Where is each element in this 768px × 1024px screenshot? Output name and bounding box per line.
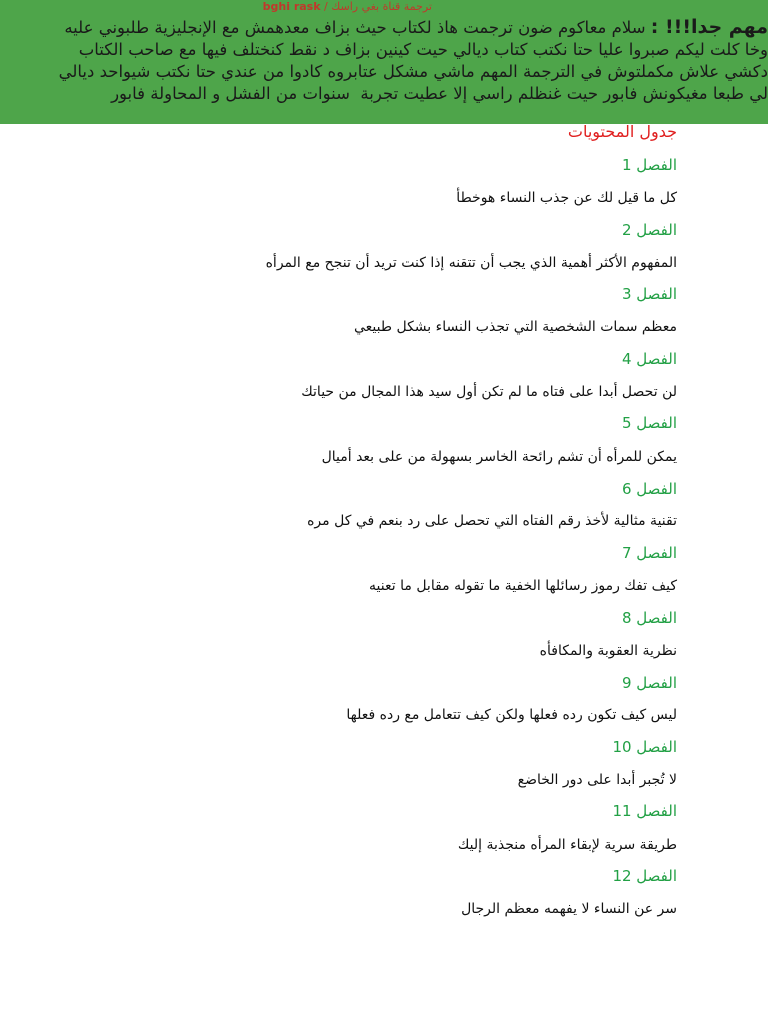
chapter-label: الفصل 12 [612, 867, 677, 885]
notice-line-2: وخا كلت ليكم صبروا عليا حتا نكتب كتاب ديالي حيت كينين بزاف د نقط كنختلف فيها مع صاحب الكتاب [78, 40, 768, 59]
notice-line-4: لي طبعا مغيكونش فابور حيت غنظلم راسي إلا عطيت تجربة سنوات من الفشل و المحاولة فابور [111, 84, 768, 103]
chapter-title: تقنية مثالية لأخذ رقم الفتاه التي تحصل على رد بنعم في كل مره [307, 513, 677, 529]
chapter-label: الفصل 11 [612, 802, 677, 820]
chapter-title: المفهوم الأكثر أهمية الذي يجب أن تتقنه إذا كنت تريد أن تنجح مع المرأه [265, 255, 677, 271]
chapter-label: الفصل 6 [621, 480, 677, 498]
chapter-title: كل ما قيل لك عن جذب النساء هوخطأ [456, 190, 677, 206]
notice-lead: مهم جدا!!! : [650, 16, 768, 38]
chapter-label: الفصل 2 [621, 221, 677, 239]
chapter-label: الفصل 10 [612, 738, 677, 756]
notice-line-1: سلام معاكوم ضون ترجمت هاذ لكتاب حيث بزاف معدهمش مع الإنجليزية طلبوني عليه [64, 18, 646, 37]
chapter-title: لا تُجبر أبدا على دور الخاضع [517, 772, 677, 788]
chapter-label: الفصل 1 [621, 156, 677, 174]
channel-credit [263, 0, 432, 14]
chapter-label: الفصل 5 [621, 414, 677, 432]
chapter-label: الفصل 4 [621, 350, 677, 368]
chapter-title: معظم سمات الشخصية التي تجذب النساء بشكل طبيعي [354, 319, 677, 335]
toc-heading: جدول المحتويات [567, 122, 677, 141]
header-banner [0, 0, 768, 124]
chapter-label: الفصل 7 [621, 544, 677, 562]
channel-credit-text: ترجمة قناة بغي راسك / [324, 0, 432, 13]
chapter-title: كيف تفك رموز رسائلها الخفية ما تقوله مقابل ما تعنيه [369, 578, 677, 594]
chapter-label: الفصل 3 [621, 285, 677, 303]
notice-line-3: دكشي علاش مكملتوش في الترجمة المهم ماشي مشكل عتابروه كادوا من عندي حتا نكتب شيواحد ديالي [58, 62, 768, 81]
translator-notice [0, 16, 768, 105]
chapter-label: الفصل 8 [621, 609, 677, 627]
chapter-title: يمكن للمرأه أن تشم رائحة الخاسر بسهولة من على بعد أميال [321, 449, 677, 465]
chapter-title: طريقة سرية لإبقاء المرأه منجذبة إليك [457, 837, 677, 853]
chapter-title: ليس كيف تكون رده فعلها ولكن كيف تتعامل مع رده فعلها [346, 707, 677, 723]
chapter-title: نظرية العقوبة والمكافأه [539, 643, 677, 659]
chapter-title: لن تحصل أبدا على فتاه ما لم تكن أول سيد هذا المجال من حياتك [301, 384, 677, 400]
chapter-title: سر عن النساء لا يفهمه معظم الرجال [461, 901, 677, 917]
chapter-label: الفصل 9 [621, 674, 677, 692]
channel-name: bghi rask [262, 0, 321, 13]
